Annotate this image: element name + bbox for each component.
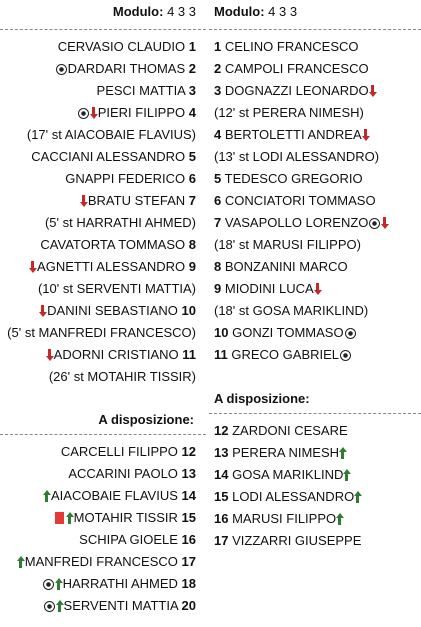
player-name: SCHIPA GIOELE <box>79 532 178 547</box>
player-name: ZARDONI CESARE <box>232 423 348 438</box>
player-name: CELINO FRANCESCO <box>224 39 359 54</box>
home-team-column <box>0 0 206 617</box>
sub-in-icon <box>67 512 73 524</box>
player-number: 10 <box>214 325 229 340</box>
player-name: PIERI FILIPPO <box>97 105 186 120</box>
player-name: PESCI MATTIA <box>96 83 186 98</box>
player-number: 6 <box>188 171 196 186</box>
player-number: 3 <box>214 83 222 98</box>
player-row <box>209 420 421 442</box>
home-starters-list <box>0 36 206 388</box>
player-name: LODI ALESSANDRO <box>232 489 355 504</box>
player-number: 13 <box>181 466 196 481</box>
player-row <box>209 486 421 508</box>
ball-icon <box>345 328 356 339</box>
player-number: 11 <box>214 347 228 362</box>
player-name: DANINI SEBASTIANO <box>47 303 178 318</box>
player-number: 5 <box>188 149 196 164</box>
player-row <box>209 508 421 530</box>
ball-icon <box>56 64 67 75</box>
home-formation-label: Modulo: <box>112 4 164 19</box>
player-name: MARUSI FILIPPO <box>232 511 337 526</box>
sub-out-icon <box>315 283 321 295</box>
player-row <box>0 463 206 485</box>
player-row <box>0 234 206 256</box>
player-name: DOGNAZZI LEONARDO <box>224 83 369 98</box>
player-row <box>0 551 206 573</box>
player-row <box>0 595 206 617</box>
player-name: CAVATORTA TOMMASO <box>40 237 186 252</box>
divider <box>209 413 421 414</box>
sub-out-icon <box>30 261 36 273</box>
sub-in-icon <box>44 490 50 502</box>
player-number: 8 <box>188 237 196 252</box>
player-row <box>0 80 206 102</box>
player-name: MOTAHIR TISSIR <box>73 510 178 525</box>
player-number: 20 <box>181 598 196 613</box>
player-name: TEDESCO GREGORIO <box>224 171 363 186</box>
player-number: 17 <box>181 554 196 569</box>
player-row <box>0 190 206 212</box>
sub-in-icon <box>57 600 63 612</box>
player-name: CARCELLI FILIPPO <box>60 444 178 459</box>
ball-icon <box>43 579 54 590</box>
divider <box>0 434 206 435</box>
player-number: 4 <box>214 127 222 142</box>
player-row <box>0 146 206 168</box>
away-formation <box>209 0 421 24</box>
player-name: BERTOLETTI ANDREA <box>224 127 362 142</box>
substitution-note: (17' st AIACOBAIE FLAVIUS) <box>26 127 196 142</box>
player-row <box>209 212 421 234</box>
player-row <box>0 485 206 507</box>
substitution-note: (12' st PERERA NIMESH) <box>214 105 364 120</box>
substitution-note: (5' st MANFREDI FRANCESCO) <box>7 325 196 340</box>
player-number: 1 <box>188 39 196 54</box>
player-name: AIACOBAIE FLAVIUS <box>50 488 178 503</box>
home-bench-list <box>0 441 206 617</box>
away-bench-list <box>209 420 421 552</box>
sub-in-icon <box>344 469 350 481</box>
home-formation-value: 4 3 3 <box>167 4 196 19</box>
substitution-note: (13' st LODI ALESSANDRO) <box>214 149 380 164</box>
player-row <box>0 344 206 366</box>
player-number: 9 <box>188 259 196 274</box>
sub-out-icon <box>40 305 46 317</box>
sub-out-icon <box>81 195 87 207</box>
player-number: 12 <box>181 444 196 459</box>
player-number: 12 <box>214 423 229 438</box>
player-name: ACCARINI PAOLO <box>68 466 178 481</box>
player-row <box>0 36 206 58</box>
substitution-note: (10' st SERVENTI MATTIA) <box>37 281 196 296</box>
player-name: GOSA MARIKLIND <box>232 467 344 482</box>
player-name: HARRATHI AHMED <box>62 576 178 591</box>
player-row <box>209 464 421 486</box>
player-number: 17 <box>214 533 229 548</box>
player-row <box>0 300 206 322</box>
player-row <box>209 124 421 146</box>
player-number: 7 <box>214 215 222 230</box>
player-row <box>209 278 421 300</box>
away-starters-list <box>209 36 421 366</box>
sub-in-icon <box>340 447 346 459</box>
player-number: 14 <box>181 488 196 503</box>
ball-icon <box>44 601 55 612</box>
player-row <box>209 256 421 278</box>
home-formation <box>0 0 206 24</box>
player-row <box>0 573 206 595</box>
player-number: 3 <box>188 83 196 98</box>
divider <box>0 29 206 30</box>
player-name: VASAPOLLO LORENZO <box>224 215 369 230</box>
player-number: 6 <box>214 193 222 208</box>
sub-out-icon <box>370 85 376 97</box>
away-bench-title: A disposizione: <box>214 391 310 406</box>
player-number: 5 <box>214 171 222 186</box>
player-row <box>0 507 206 529</box>
player-name: CACCIANI ALESSANDRO <box>31 149 186 164</box>
player-name: GNAPPI FEDERICO <box>65 171 186 186</box>
sub-out-icon <box>363 129 369 141</box>
away-team-column <box>209 0 421 552</box>
player-row <box>0 168 206 190</box>
player-name: SERVENTI MATTIA <box>63 598 178 613</box>
player-row <box>209 344 421 366</box>
player-number: 8 <box>214 259 222 274</box>
player-number: 9 <box>214 281 222 296</box>
sub-in-icon <box>337 513 343 525</box>
substitution-note: (26' st MOTAHIR TISSIR) <box>48 369 196 384</box>
player-row <box>209 190 421 212</box>
player-number: 11 <box>182 347 196 362</box>
sub-in-icon <box>18 556 24 568</box>
red-card-icon <box>55 512 64 524</box>
player-name: CERVASIO CLAUDIO <box>57 39 186 54</box>
player-name: GONZI TOMMASO <box>232 325 344 340</box>
player-row <box>0 58 206 80</box>
player-row <box>0 102 206 124</box>
sub-in-icon <box>56 578 62 590</box>
player-number: 15 <box>181 510 196 525</box>
player-name: GRECO GABRIEL <box>231 347 340 362</box>
home-bench-title: A disposizione: <box>98 412 194 427</box>
sub-out-icon <box>382 217 388 229</box>
player-number: 10 <box>181 303 196 318</box>
player-name: DARDARI THOMAS <box>67 61 186 76</box>
substitution-note: (18' st MARUSI FILIPPO) <box>214 237 361 252</box>
player-number: 14 <box>214 467 229 482</box>
player-row <box>209 322 421 344</box>
player-name: MANFREDI FRANCESCO <box>24 554 178 569</box>
player-name: BRATU STEFAN <box>87 193 186 208</box>
away-formation-label: Modulo: <box>214 4 265 19</box>
ball-icon <box>78 108 89 119</box>
player-number: 13 <box>214 445 229 460</box>
player-name: ADORNI CRISTIANO <box>53 347 179 362</box>
player-number: 16 <box>181 532 196 547</box>
player-name: CAMPOLI FRANCESCO <box>224 61 369 76</box>
player-name: PERERA NIMESH <box>232 445 340 460</box>
away-formation-value: 4 3 3 <box>268 4 298 19</box>
sub-out-icon <box>91 107 97 119</box>
player-number: 18 <box>181 576 196 591</box>
player-number: 2 <box>188 61 196 76</box>
player-number: 4 <box>188 105 196 120</box>
player-name: BONZANINI MARCO <box>224 259 348 274</box>
player-row <box>209 58 421 80</box>
sub-out-icon <box>47 349 53 361</box>
player-row <box>209 168 421 190</box>
player-number: 2 <box>214 61 222 76</box>
sub-in-icon <box>355 491 361 503</box>
player-name: MIODINI LUCA <box>224 281 314 296</box>
player-number: 7 <box>188 193 196 208</box>
ball-icon <box>340 350 351 361</box>
player-row <box>209 36 421 58</box>
player-row <box>209 442 421 464</box>
player-name: CONCIATORI TOMMASO <box>224 193 376 208</box>
substitution-note: (18' st GOSA MARIKLIND) <box>214 303 369 318</box>
player-number: 16 <box>214 511 229 526</box>
player-row <box>0 256 206 278</box>
player-row <box>209 80 421 102</box>
substitution-note: (5' st HARRATHI AHMED) <box>44 215 196 230</box>
player-name: VIZZARRI GIUSEPPE <box>232 533 362 548</box>
ball-icon <box>369 218 380 229</box>
divider <box>209 29 421 30</box>
player-number: 1 <box>214 39 222 54</box>
player-row <box>0 529 206 551</box>
player-row <box>0 441 206 463</box>
player-number: 15 <box>214 489 229 504</box>
player-name: AGNETTI ALESSANDRO <box>37 259 186 274</box>
player-row <box>209 530 421 552</box>
